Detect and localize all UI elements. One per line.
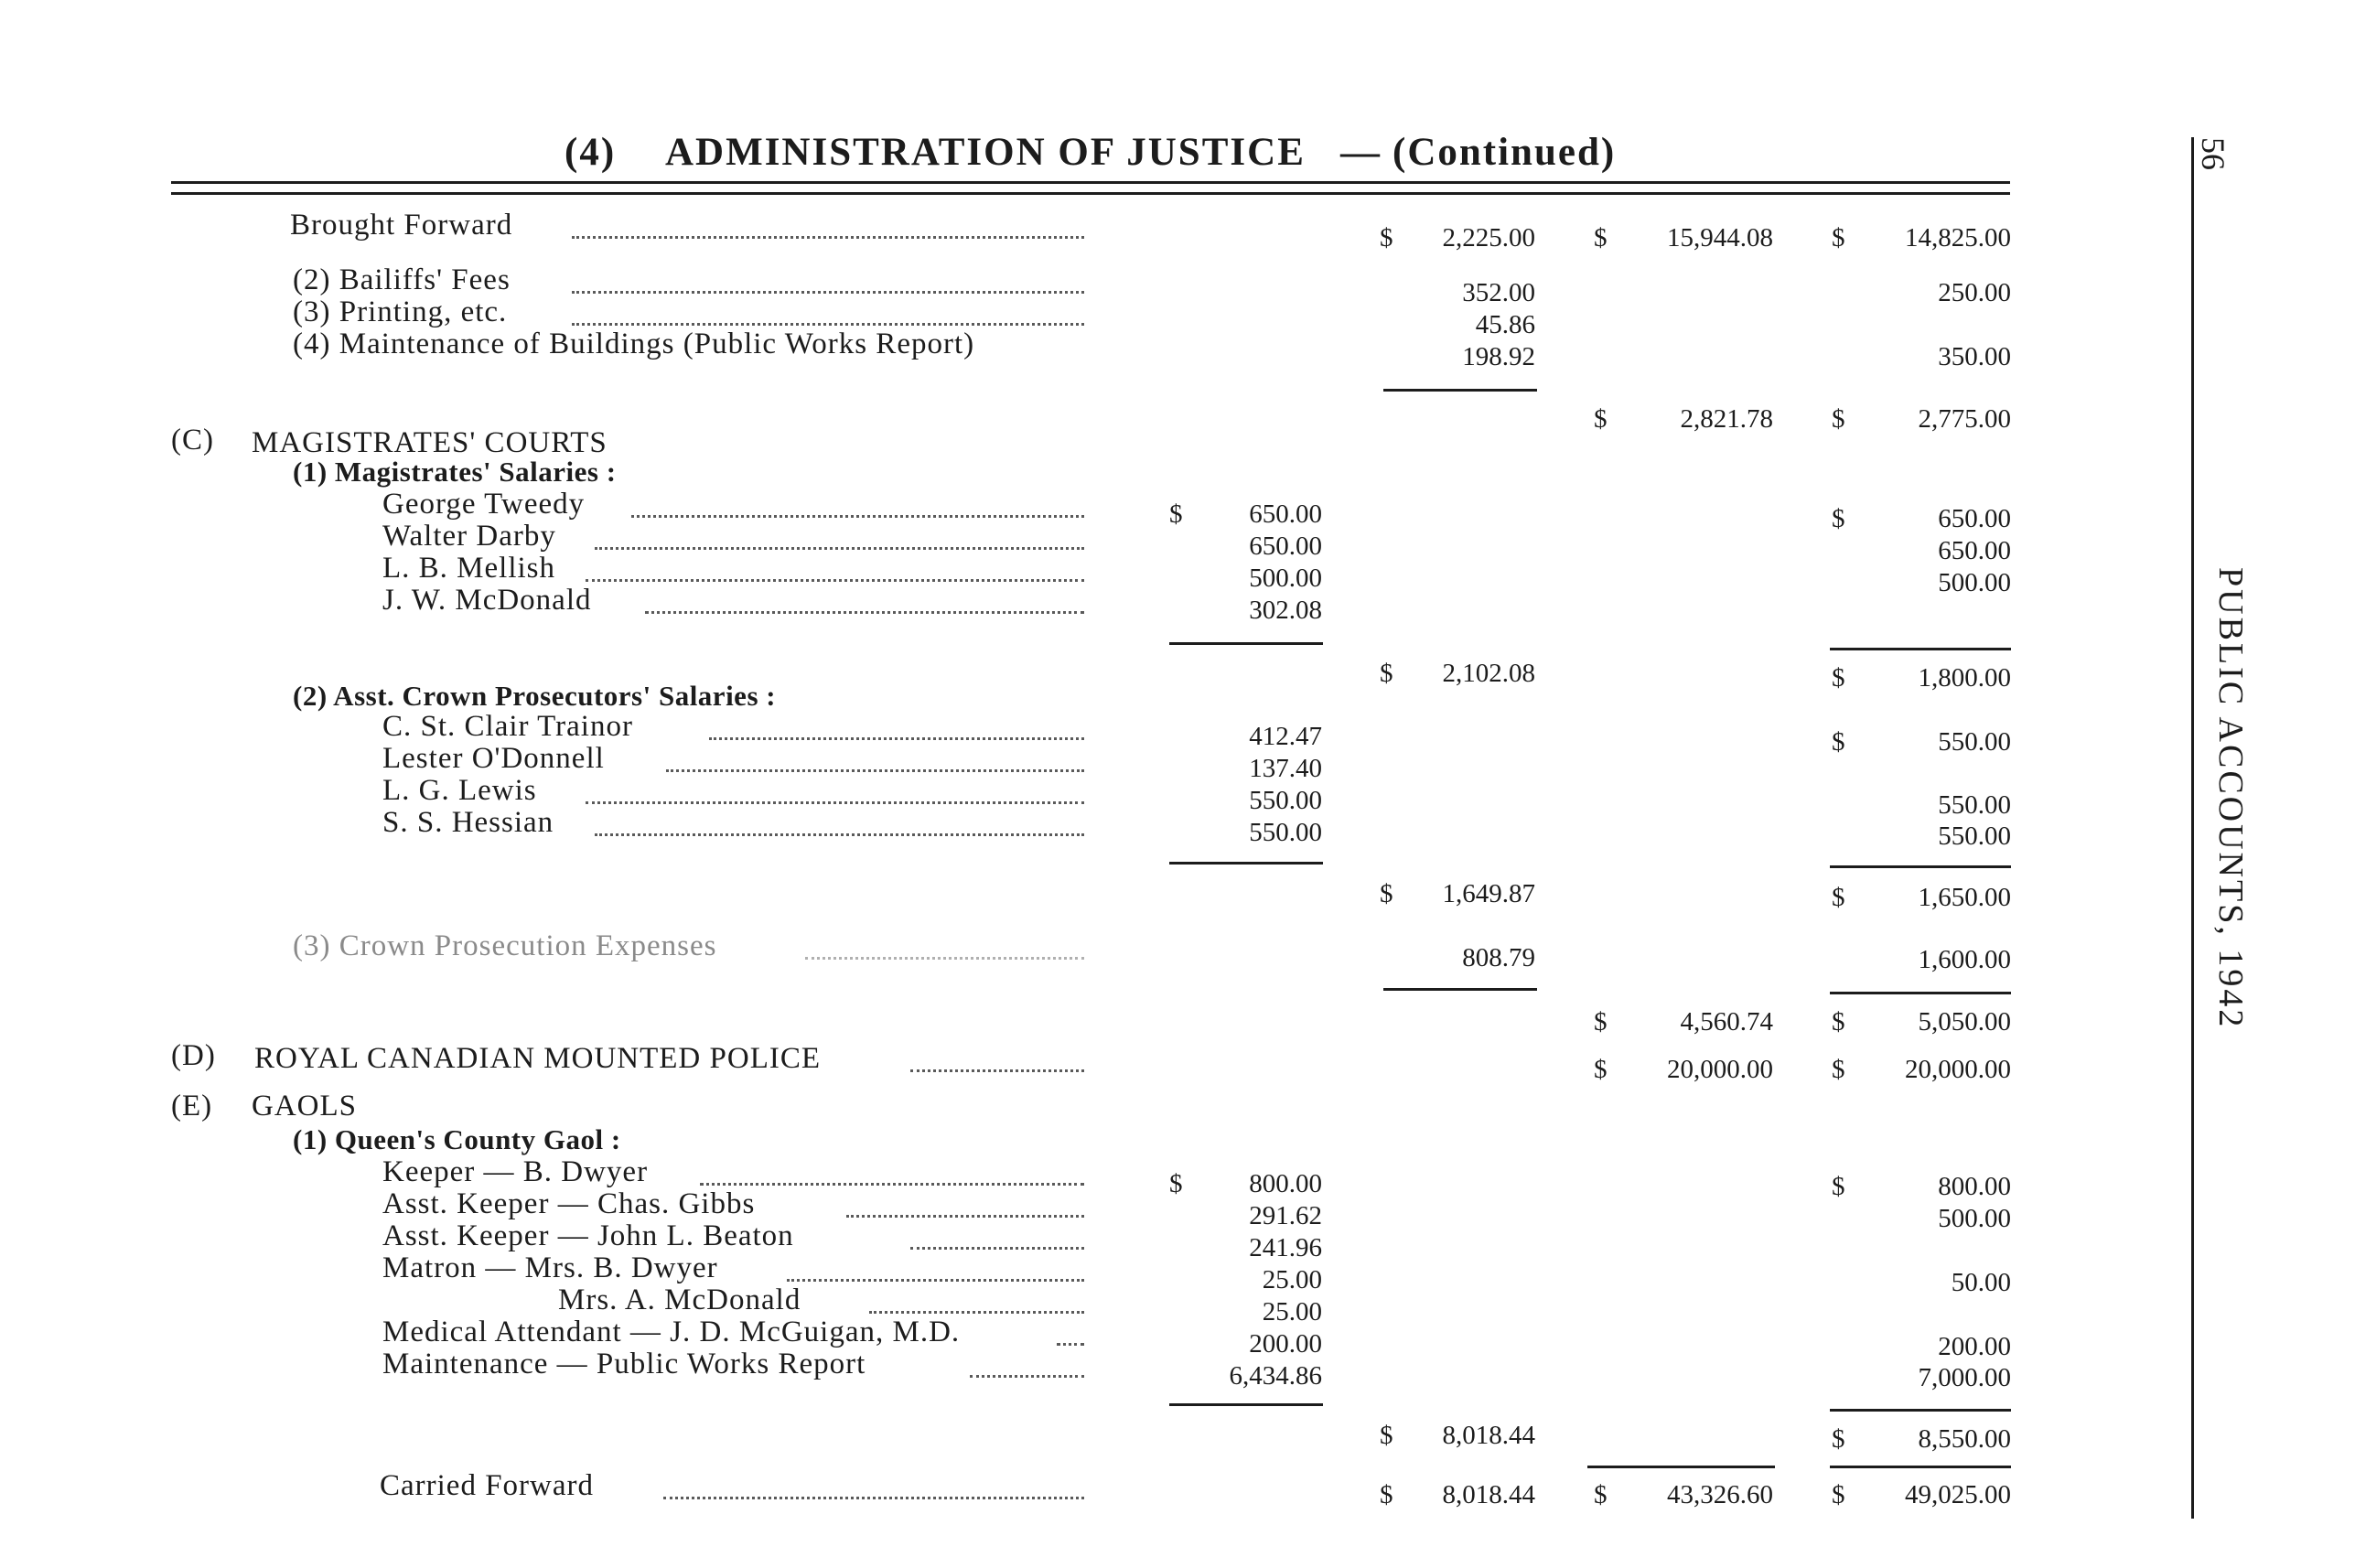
leader-dots bbox=[572, 236, 1084, 239]
sum-rule bbox=[1830, 1466, 2011, 1468]
leader-dots bbox=[970, 1375, 1084, 1378]
fee-c2: 198.92 bbox=[1462, 342, 1535, 371]
pros-total-c2: 1,649.87 bbox=[1442, 879, 1535, 908]
prosecutor-c1: 550.00 bbox=[1249, 818, 1322, 847]
section-c-sub3: (3) Crown Prosecution Expenses bbox=[293, 929, 717, 962]
brought-forward-c3: 15,944.08 bbox=[1667, 223, 1773, 252]
prosecutor-c1: 412.47 bbox=[1249, 722, 1322, 751]
gaol-item-name: Asst. Keeper — John L. Beaton bbox=[382, 1219, 794, 1252]
dollar-sign: $ bbox=[1380, 1480, 1393, 1509]
header-title: ADMINISTRATION OF JUSTICE bbox=[665, 131, 1306, 174]
gaol-item-c4: 500.00 bbox=[1938, 1204, 2011, 1233]
leader-dots bbox=[846, 1215, 1084, 1218]
side-margin-line bbox=[2191, 137, 2194, 1519]
mag-total-c4: 1,800.00 bbox=[1918, 663, 2011, 693]
leader-dots bbox=[910, 1247, 1084, 1250]
leader-dots bbox=[869, 1311, 1084, 1314]
dollar-sign: $ bbox=[1832, 883, 1845, 912]
gaol-item-name: Medical Attendant — J. D. McGuigan, M.D. bbox=[382, 1316, 961, 1348]
section-c-total-c3: 4,560.74 bbox=[1680, 1007, 1773, 1036]
fee-c2: 352.00 bbox=[1462, 278, 1535, 307]
section-d-c4: 20,000.00 bbox=[1905, 1055, 2011, 1084]
sum-rule bbox=[1169, 1403, 1323, 1406]
section-e-letter: (E) bbox=[171, 1090, 213, 1122]
brought-forward-c4: 14,825.00 bbox=[1905, 223, 2011, 252]
header-rule-top bbox=[171, 181, 2010, 184]
dollar-sign: $ bbox=[1594, 1480, 1608, 1509]
sum-rule bbox=[1830, 865, 2011, 868]
prosecutor-name: C. St. Clair Trainor bbox=[382, 710, 633, 743]
sum-rule bbox=[1830, 992, 2011, 994]
gaol-item-c1: 291.62 bbox=[1249, 1201, 1322, 1230]
magistrate-c1: 650.00 bbox=[1249, 499, 1322, 529]
header-number: (4) bbox=[565, 131, 617, 174]
leader-dots bbox=[709, 737, 1084, 740]
dollar-sign: $ bbox=[1832, 504, 1845, 533]
gaol-total-c4: 8,550.00 bbox=[1918, 1424, 2011, 1454]
dollar-sign: $ bbox=[1832, 1480, 1845, 1509]
header-dash: — bbox=[1340, 131, 1382, 174]
expenses-c4: 1,600.00 bbox=[1918, 945, 2011, 974]
leader-dots bbox=[595, 833, 1084, 836]
pros-total-c4: 1,650.00 bbox=[1918, 883, 2011, 912]
gaol-item-name: Asst. Keeper — Chas. Gibbs bbox=[382, 1187, 756, 1220]
section-d-letter: (D) bbox=[171, 1039, 216, 1072]
running-title: PUBLIC ACCOUNTS, 1942 bbox=[2211, 567, 2250, 1030]
gaol-item-c1: 241.96 bbox=[1249, 1233, 1322, 1262]
fee-label: (4) Maintenance of Buildings (Public Works Report) bbox=[293, 328, 975, 360]
dollar-sign: $ bbox=[1380, 223, 1393, 252]
subtotal-b-c3: 2,821.78 bbox=[1680, 404, 1773, 434]
dollar-sign: $ bbox=[1594, 223, 1608, 252]
leader-dots bbox=[631, 515, 1084, 518]
leader-dots bbox=[663, 1497, 1084, 1499]
section-e-sub1: (1) Queen's County Gaol : bbox=[293, 1123, 621, 1155]
gaol-item-name: Mrs. A. McDonald bbox=[558, 1283, 801, 1316]
carried-forward-c2: 8,018.44 bbox=[1442, 1480, 1535, 1509]
section-c-sub1: (1) Magistrates' Salaries : bbox=[293, 456, 617, 488]
dollar-sign: $ bbox=[1832, 1007, 1845, 1036]
sum-rule bbox=[1169, 642, 1323, 645]
gaol-item-name: Maintenance — Public Works Report bbox=[382, 1348, 866, 1380]
leader-dots bbox=[586, 579, 1084, 582]
magistrate-name: George Tweedy bbox=[382, 488, 586, 521]
gaol-total-c2: 8,018.44 bbox=[1442, 1421, 1535, 1450]
leader-dots bbox=[572, 291, 1084, 294]
leader-dots bbox=[1057, 1343, 1084, 1346]
prosecutor-c4: 550.00 bbox=[1938, 790, 2011, 820]
dollar-sign: $ bbox=[1380, 879, 1393, 908]
sum-rule bbox=[1383, 389, 1537, 392]
magistrate-c4: 500.00 bbox=[1938, 568, 2011, 597]
dollar-sign: $ bbox=[1832, 1424, 1845, 1454]
gaol-item-c1: 800.00 bbox=[1249, 1169, 1322, 1198]
leader-dots bbox=[787, 1279, 1084, 1282]
dollar-sign: $ bbox=[1832, 663, 1845, 693]
sum-rule bbox=[1169, 862, 1323, 865]
magistrate-name: L. B. Mellish bbox=[382, 552, 556, 585]
header-continued: (Continued) bbox=[1393, 131, 1617, 174]
dollar-sign: $ bbox=[1380, 1421, 1393, 1450]
section-d-c3: 20,000.00 bbox=[1667, 1055, 1773, 1084]
magistrate-name: J. W. McDonald bbox=[382, 584, 592, 617]
carried-forward-c4: 49,025.00 bbox=[1905, 1480, 2011, 1509]
fee-label: (3) Printing, etc. bbox=[293, 295, 508, 328]
prosecutor-name: L. G. Lewis bbox=[382, 774, 537, 807]
prosecutor-c4: 550.00 bbox=[1938, 822, 2011, 851]
magistrate-c1: 302.08 bbox=[1249, 596, 1322, 625]
sum-rule bbox=[1383, 988, 1537, 991]
fee-c4: 250.00 bbox=[1938, 278, 2011, 307]
leader-dots bbox=[666, 769, 1084, 772]
leader-dots bbox=[910, 1069, 1084, 1072]
leader-dots bbox=[700, 1183, 1084, 1186]
magistrate-c1: 500.00 bbox=[1249, 564, 1322, 593]
fee-c2: 45.86 bbox=[1475, 310, 1535, 339]
gaol-item-name: Keeper — B. Dwyer bbox=[382, 1155, 649, 1188]
magistrate-name: Walter Darby bbox=[382, 520, 556, 553]
dollar-sign: $ bbox=[1832, 727, 1845, 757]
dollar-sign: $ bbox=[1594, 1055, 1608, 1084]
gaol-item-c4: 800.00 bbox=[1938, 1172, 2011, 1201]
section-c-letter: (C) bbox=[171, 424, 214, 456]
gaol-item-c4: 7,000.00 bbox=[1918, 1363, 2011, 1392]
dollar-sign: $ bbox=[1832, 404, 1845, 434]
sum-rule bbox=[1830, 1409, 2011, 1412]
dollar-sign: $ bbox=[1832, 1055, 1845, 1084]
gaol-item-c1: 6,434.86 bbox=[1229, 1361, 1322, 1391]
dollar-sign: $ bbox=[1169, 1169, 1183, 1198]
subtotal-b-c4: 2,775.00 bbox=[1918, 404, 2011, 434]
fee-c4: 350.00 bbox=[1938, 342, 2011, 371]
dollar-sign: $ bbox=[1594, 404, 1608, 434]
prosecutor-c1: 550.00 bbox=[1249, 786, 1322, 815]
brought-forward-label: Brought Forward bbox=[290, 209, 513, 242]
magistrate-c1: 650.00 bbox=[1249, 532, 1322, 561]
dollar-sign: $ bbox=[1832, 1172, 1845, 1201]
mag-total-c2: 2,102.08 bbox=[1442, 659, 1535, 688]
dollar-sign: $ bbox=[1832, 223, 1845, 252]
leader-dots bbox=[586, 801, 1084, 804]
fee-label: (2) Bailiffs' Fees bbox=[293, 263, 511, 296]
sum-rule bbox=[1830, 648, 2011, 650]
dollar-sign: $ bbox=[1380, 659, 1393, 688]
section-c-total-c4: 5,050.00 bbox=[1918, 1007, 2011, 1036]
section-d-title: ROYAL CANADIAN MOUNTED POLICE bbox=[254, 1042, 822, 1075]
leader-dots bbox=[805, 957, 1084, 960]
prosecutor-c4: 550.00 bbox=[1938, 727, 2011, 757]
section-c-title: MAGISTRATES' COURTS bbox=[252, 426, 608, 459]
gaol-item-name: Matron — Mrs. B. Dwyer bbox=[382, 1251, 718, 1284]
expenses-c2: 808.79 bbox=[1462, 943, 1535, 972]
gaol-item-c4: 50.00 bbox=[1951, 1268, 2011, 1297]
prosecutor-name: Lester O'Donnell bbox=[382, 742, 605, 775]
header-rule-bottom bbox=[171, 192, 2010, 195]
magistrate-c4: 650.00 bbox=[1938, 536, 2011, 565]
brought-forward-c2: 2,225.00 bbox=[1442, 223, 1535, 252]
prosecutor-name: S. S. Hessian bbox=[382, 806, 554, 839]
carried-forward-c3: 43,326.60 bbox=[1667, 1480, 1773, 1509]
prosecutor-c1: 137.40 bbox=[1249, 754, 1322, 783]
gaol-item-c4: 200.00 bbox=[1938, 1332, 2011, 1361]
sum-rule bbox=[1587, 1466, 1775, 1468]
carried-forward-label: Carried Forward bbox=[380, 1469, 595, 1502]
gaol-item-c1: 25.00 bbox=[1262, 1265, 1322, 1294]
magistrate-c4: 650.00 bbox=[1938, 504, 2011, 533]
section-c-sub2: (2) Asst. Crown Prosecutors' Salaries : bbox=[293, 680, 777, 712]
gaol-item-c1: 25.00 bbox=[1262, 1297, 1322, 1326]
dollar-sign: $ bbox=[1169, 499, 1183, 529]
section-e-title: GAOLS bbox=[252, 1090, 358, 1122]
gaol-item-c1: 200.00 bbox=[1249, 1329, 1322, 1359]
leader-dots bbox=[645, 611, 1084, 614]
leader-dots bbox=[572, 323, 1084, 326]
page-number: 56 bbox=[2195, 137, 2231, 170]
dollar-sign: $ bbox=[1594, 1007, 1608, 1036]
leader-dots bbox=[595, 547, 1084, 550]
